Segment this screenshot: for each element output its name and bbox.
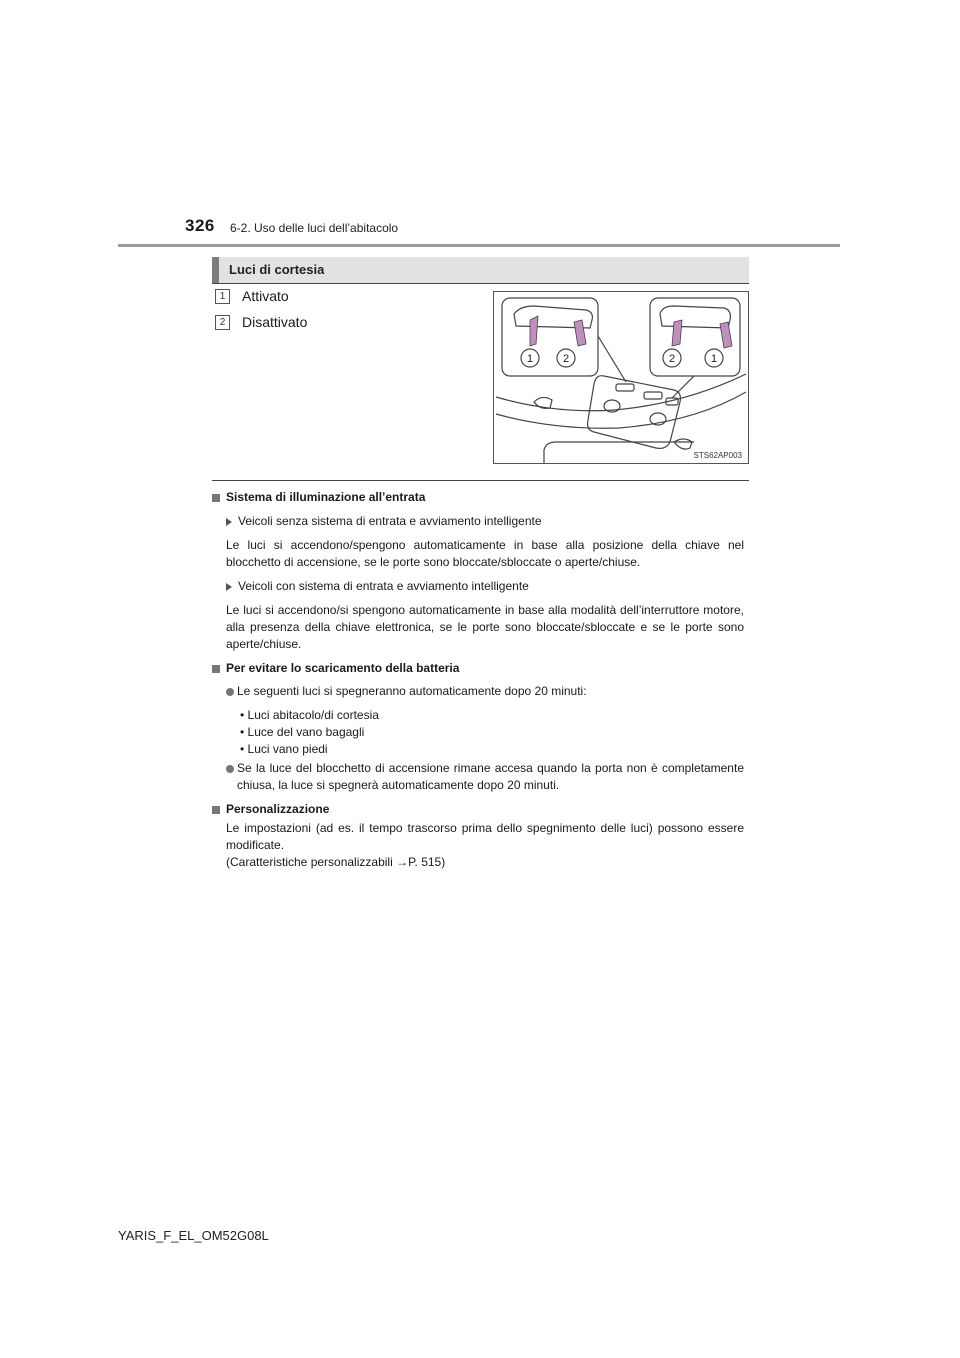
triangle-right-icon <box>226 518 232 526</box>
callout-pointer <box>672 376 694 398</box>
sub-item: • Luci abitacolo/di cortesia <box>240 708 379 722</box>
state-label: Disattivato <box>242 314 308 330</box>
condition-without-smart-key <box>226 513 744 530</box>
bullet-text: Se la luce del blocchetto di accensione rimane accesa quando la porta non è completamente chiusa, la luce si spegnerà automaticamente dopo 20 minuti. <box>237 761 744 792</box>
bullet-item <box>226 683 744 700</box>
ceiling-contour <box>496 392 746 428</box>
console-switch <box>616 384 634 391</box>
press-arrow-right-1 <box>672 320 682 346</box>
condition-text: Veicoli con sistema di entrata e avviamento intelligente <box>238 579 529 593</box>
bullet-item <box>226 760 744 794</box>
console-switch <box>644 392 662 399</box>
page-number: 326 <box>185 216 215 235</box>
footer-code: YARIS_F_EL_OM52G08L <box>118 1228 269 1243</box>
square-bullet-icon <box>212 665 220 673</box>
callout-label: 1 <box>526 353 534 365</box>
paragraph: Le luci si accendono/si spengono automaticamente in base alla modalità dell’interruttore motore, alla presenza della chiave elettronica, se le porte sono bloccate/sbloccate e se le porte sono aperte/chiuse. <box>226 603 744 651</box>
state-label: Attivato <box>242 288 289 304</box>
state-item-on <box>215 288 289 304</box>
paragraph: Le luci si accendono/spengono automaticamente in base alla posizione della chiave nel blocchetto di accensione, se le porte sono bloccate/sbloccate o aperte/chiuse. <box>226 538 744 569</box>
heading-entry-lighting <box>212 489 744 506</box>
round-bullet-icon <box>226 765 234 773</box>
paragraph: Le impostazioni (ad es. il tempo trascorso prima dello spegnimento delle luci) possono essere modificate. <box>226 821 744 852</box>
figure-illustration <box>494 292 748 463</box>
sub-item: • Luci vano piedi <box>240 742 328 756</box>
condition-text: Veicoli senza sistema di entrata e avviamento intelligente <box>238 514 542 528</box>
band-underline <box>212 283 749 284</box>
divider-rule <box>212 480 749 481</box>
header-rule <box>118 244 840 247</box>
visor-clip <box>674 439 692 449</box>
state-number: 2 <box>215 315 230 330</box>
callout-label: 2 <box>668 353 676 365</box>
state-number: 1 <box>215 289 230 304</box>
section-band: Luci di cortesia <box>212 257 749 283</box>
callout-label: 2 <box>562 353 570 365</box>
state-item-off <box>215 314 307 330</box>
mirror-frame <box>544 442 694 463</box>
cross-reference[interactable]: (Caratteristiche personalizzabili →P. 515) <box>226 855 446 869</box>
square-bullet-icon <box>212 806 220 814</box>
round-bullet-icon <box>226 688 234 696</box>
courtesy-light-figure <box>493 291 749 464</box>
triangle-right-icon <box>226 583 232 591</box>
content-body <box>212 489 744 871</box>
condition-with-smart-key <box>226 578 744 595</box>
callout-label: 1 <box>710 353 718 365</box>
heading-text: Per evitare lo scaricamento della batteria <box>226 661 460 675</box>
square-bullet-icon <box>212 494 220 502</box>
heading-text: Sistema di illuminazione all’entrata <box>226 490 426 504</box>
bullet-text: Le seguenti luci si spegneranno automaticamente dopo 20 minuti: <box>237 684 587 698</box>
sub-item: • Luce del vano bagagli <box>240 725 365 739</box>
heading-text: Personalizzazione <box>226 802 330 816</box>
heading-customization <box>212 801 744 818</box>
section-title: 6-2. Uso delle luci dell’abitacolo <box>230 221 399 235</box>
figure-code: STS62AP003 <box>693 451 742 460</box>
heading-battery <box>212 660 744 677</box>
